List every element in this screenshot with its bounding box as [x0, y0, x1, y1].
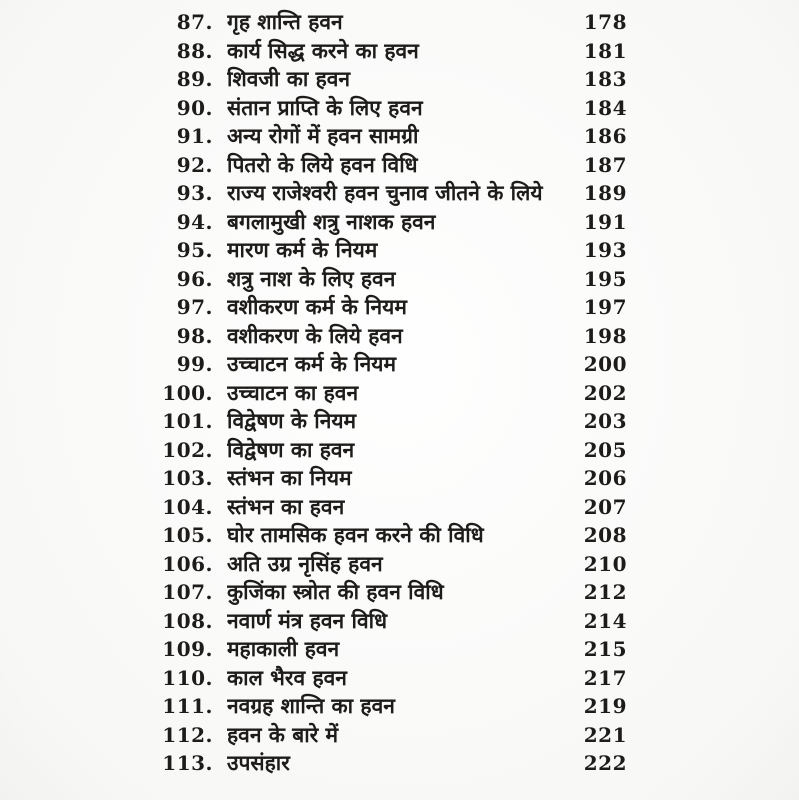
- toc-entry-number: 97.: [176, 295, 213, 320]
- toc-entry-page-number: 187: [583, 152, 627, 177]
- toc-entry-row: [0, 322, 799, 351]
- toc-entry-row: [0, 550, 799, 579]
- toc-entry-page-number: 189: [583, 181, 627, 206]
- toc-entry-title: वशीकरण कर्म के नियम: [227, 294, 407, 320]
- toc-entry-row: [0, 65, 799, 94]
- toc-entry-number: 98.: [176, 323, 213, 348]
- toc-entry-number: 95.: [176, 238, 213, 263]
- toc-entry-title: उपसंहार: [227, 750, 290, 776]
- toc-entry-page-number: 183: [583, 67, 627, 92]
- toc-entry-title: अन्य रोगों में हवन सामग्री: [227, 123, 419, 149]
- toc-entry-number: 102.: [162, 437, 213, 462]
- toc-entry-title: गृह शान्ति हवन: [227, 9, 343, 35]
- toc-entry-row: [0, 265, 799, 294]
- toc-entry-title: नवार्ण मंत्र हवन विधि: [227, 607, 387, 633]
- toc-entry-number: 90.: [176, 95, 213, 120]
- toc-entry-number: 111.: [162, 694, 213, 719]
- toc-entry-number: 91.: [176, 124, 213, 149]
- toc-entry-row: [0, 749, 799, 778]
- toc-entry-row: [0, 208, 799, 237]
- toc-entry-title: उच्चाटन का हवन: [227, 379, 359, 405]
- toc-entry-title: स्तंभन का नियम: [227, 465, 352, 491]
- toc-entry-page-number: 214: [583, 608, 627, 633]
- toc-entry-row: [0, 464, 799, 493]
- toc-entry-row: [0, 493, 799, 522]
- toc-entry-row: [0, 8, 799, 37]
- toc-entry-page-number: 207: [583, 494, 627, 519]
- toc-entry-number: 101.: [162, 409, 213, 434]
- toc-entry-title: नवग्रह शान्ति का हवन: [227, 693, 395, 719]
- toc-entry-row: [0, 664, 799, 693]
- toc-entry-page-number: 202: [583, 380, 627, 405]
- toc-entry-number: 87.: [176, 10, 213, 35]
- toc-entry-number: 112.: [162, 722, 213, 747]
- toc-entry-row: [0, 721, 799, 750]
- toc-entry-title: विद्वेषण का हवन: [227, 436, 355, 462]
- toc-entry-page-number: 219: [583, 694, 627, 719]
- toc-entry-number: 107.: [162, 580, 213, 605]
- toc-entry-page-number: 181: [583, 38, 627, 63]
- toc-entry-row: [0, 578, 799, 607]
- toc-entry-title: कार्य सिद्ध करने का हवन: [227, 37, 419, 63]
- toc-entry-row: [0, 407, 799, 436]
- toc-list: [0, 8, 799, 778]
- toc-entry-title: संतान प्राप्ति के लिए हवन: [227, 94, 423, 120]
- toc-entry-page-number: 193: [583, 238, 627, 263]
- toc-entry-number: 96.: [176, 266, 213, 291]
- toc-entry-title: शिवजी का हवन: [227, 66, 351, 92]
- toc-entry-page-number: 186: [583, 124, 627, 149]
- toc-entry-title: अति उग्र नृसिंह हवन: [227, 550, 383, 576]
- toc-entry-row: [0, 521, 799, 550]
- toc-entry-title: राज्य राजेश्वरी हवन चुनाव जीतने के लिये: [227, 180, 543, 206]
- toc-entry-number: 106.: [162, 551, 213, 576]
- toc-entry-number: 89.: [176, 67, 213, 92]
- toc-entry-page-number: 210: [583, 551, 627, 576]
- toc-entry-number: 105.: [162, 523, 213, 548]
- toc-entry-title: हवन के बारे में: [227, 721, 339, 747]
- toc-entry-row: [0, 94, 799, 123]
- toc-entry-page-number: 215: [583, 637, 627, 662]
- toc-entry-number: 103.: [162, 466, 213, 491]
- toc-entry-page-number: 195: [583, 266, 627, 291]
- toc-entry-row: [0, 436, 799, 465]
- toc-entry-page-number: 206: [583, 466, 627, 491]
- toc-entry-title: काल भैरव हवन: [227, 664, 347, 690]
- toc-entry-row: [0, 37, 799, 66]
- toc-entry-number: 108.: [162, 608, 213, 633]
- toc-entry-title: स्तंभन का हवन: [227, 493, 345, 519]
- toc-entry-number: 92.: [176, 152, 213, 177]
- toc-entry-page-number: 191: [583, 209, 627, 234]
- toc-entry-number: 109.: [162, 637, 213, 662]
- toc-entry-row: [0, 607, 799, 636]
- toc-entry-number: 110.: [162, 665, 213, 690]
- toc-entry-page-number: 222: [583, 751, 627, 776]
- toc-entry-row: [0, 692, 799, 721]
- toc-entry-title: घोर तामसिक हवन करने की विधि: [227, 522, 484, 548]
- toc-entry-title: महाकाली हवन: [227, 636, 340, 662]
- toc-entry-number: 99.: [176, 352, 213, 377]
- toc-entry-page-number: 203: [583, 409, 627, 434]
- toc-entry-title: पितरो के लिये हवन विधि: [227, 151, 418, 177]
- toc-entry-title: विद्वेषण के नियम: [227, 408, 357, 434]
- toc-entry-title: मारण कर्म के नियम: [227, 237, 378, 263]
- toc-entry-page-number: 178: [583, 10, 627, 35]
- toc-entry-page-number: 221: [583, 722, 627, 747]
- toc-entry-page-number: 205: [583, 437, 627, 462]
- toc-entry-title: कुजिंका स्त्रोत की हवन विधि: [227, 579, 444, 605]
- toc-entry-number: 113.: [162, 751, 213, 776]
- toc-entry-row: [0, 122, 799, 151]
- toc-entry-number: 88.: [176, 38, 213, 63]
- toc-entry-row: [0, 179, 799, 208]
- toc-entry-page-number: 198: [583, 323, 627, 348]
- toc-entry-number: 93.: [176, 181, 213, 206]
- toc-entry-title: शत्रु नाश के लिए हवन: [227, 265, 396, 291]
- toc-entry-row: [0, 236, 799, 265]
- toc-entry-page-number: 197: [583, 295, 627, 320]
- toc-entry-row: [0, 379, 799, 408]
- toc-entry-page-number: 200: [583, 352, 627, 377]
- toc-entry-number: 104.: [162, 494, 213, 519]
- toc-entry-number: 94.: [176, 209, 213, 234]
- toc-entry-page-number: 212: [583, 580, 627, 605]
- toc-entry-row: [0, 635, 799, 664]
- toc-entry-title: बगलामुखी शत्रु नाशक हवन: [227, 208, 436, 234]
- toc-entry-title: उच्चाटन कर्म के नियम: [227, 351, 397, 377]
- toc-entry-row: [0, 151, 799, 180]
- toc-entry-row: [0, 350, 799, 379]
- toc-entry-page-number: 217: [583, 665, 627, 690]
- toc-entry-page-number: 208: [583, 523, 627, 548]
- toc-entry-row: [0, 293, 799, 322]
- toc-entry-page-number: 184: [583, 95, 627, 120]
- toc-entry-title: वशीकरण के लिये हवन: [227, 322, 403, 348]
- toc-entry-number: 100.: [162, 380, 213, 405]
